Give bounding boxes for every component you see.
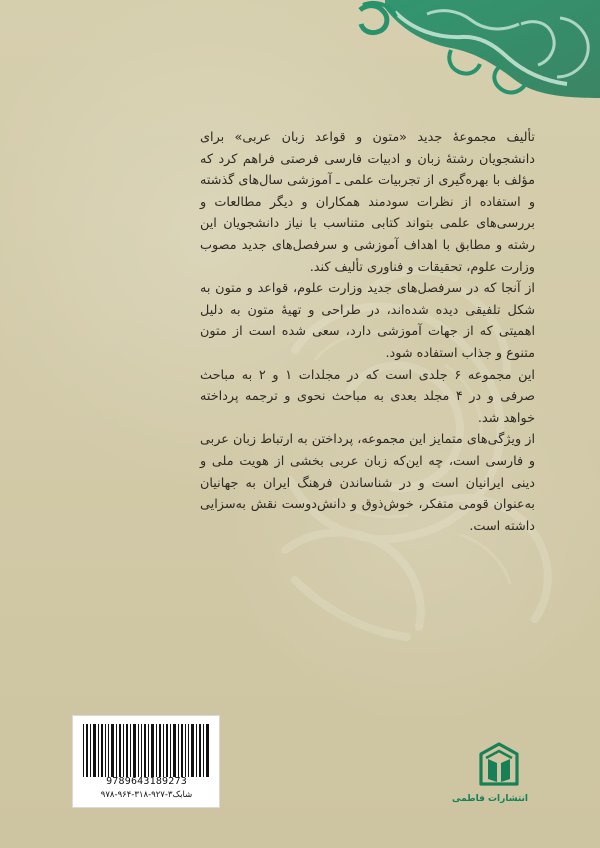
publisher-logo-block (451, 741, 528, 817)
barcode-image (81, 724, 212, 777)
paragraph-2: از آنجا که در سرفصل‌های جدید وزارت علوم، قواعد و متون به شکل تلفیقی دیده شده‌اند، در طراحی و تهیهٔ متون به دلیل اهمیتی که از جهات آموزشی دارد، سعی شده است از متون متنوع و جذاب استفاده شود. (200, 281, 535, 361)
barcode-number: 9789643189273 (106, 776, 187, 787)
paragraph-3: این مجموعه ۶ جلدی است که در مجلدات ۱ و ۲ به مباحث صرفی و در ۴ مجلد بعدی به مباحث نحوی و ترجمه پرداخته خواهد شد. (200, 367, 535, 426)
paragraph-1: تألیف مجموعهٔ جدید «متون و قواعد زبان عربی» برای دانشجویان رشتهٔ زبان و ادبیات فارسی فرصتی فراهم کرد که مؤلف با بهره‌گیری از تجربیات علمی ـ آموزشی سال‌های گذشته و استفاده از نظرات سودمند همکاران و دیگر مطالعات و بررسی‌های علمی بتواند کتابی متناسب با نیاز دانشجویان این رشته و مطابق با اهداف آموزشی و سرفصل‌های جدید مصوب وزارت علوم، تحقیقات و فناوری تألیف کند. (200, 130, 535, 275)
book-house-logo-icon (478, 741, 520, 788)
paragraph-4: از ویژگی‌های متمایز این مجموعه، پرداختن به ارتباط زبان عربی و فارسی است، چه این‌که زبان عربی بخشی از هویت ملی و دینی ایرانیان است و در شناساندن فرهنگ ایران به جهانیان به‌عنوان قومی متفکر، خوش‌ذوق و دانش‌دوست نقش به‌سزایی داشته است. (200, 432, 535, 534)
isbn-text: شابک۳-۹۲۷-۳۱۸-۹۶۴-۹۷۸ (100, 790, 193, 800)
decorative-ornament-top (355, 0, 600, 105)
description-text (200, 127, 535, 537)
barcode-label (72, 715, 220, 808)
publisher-name: انتشارات فاطمی (451, 794, 528, 804)
